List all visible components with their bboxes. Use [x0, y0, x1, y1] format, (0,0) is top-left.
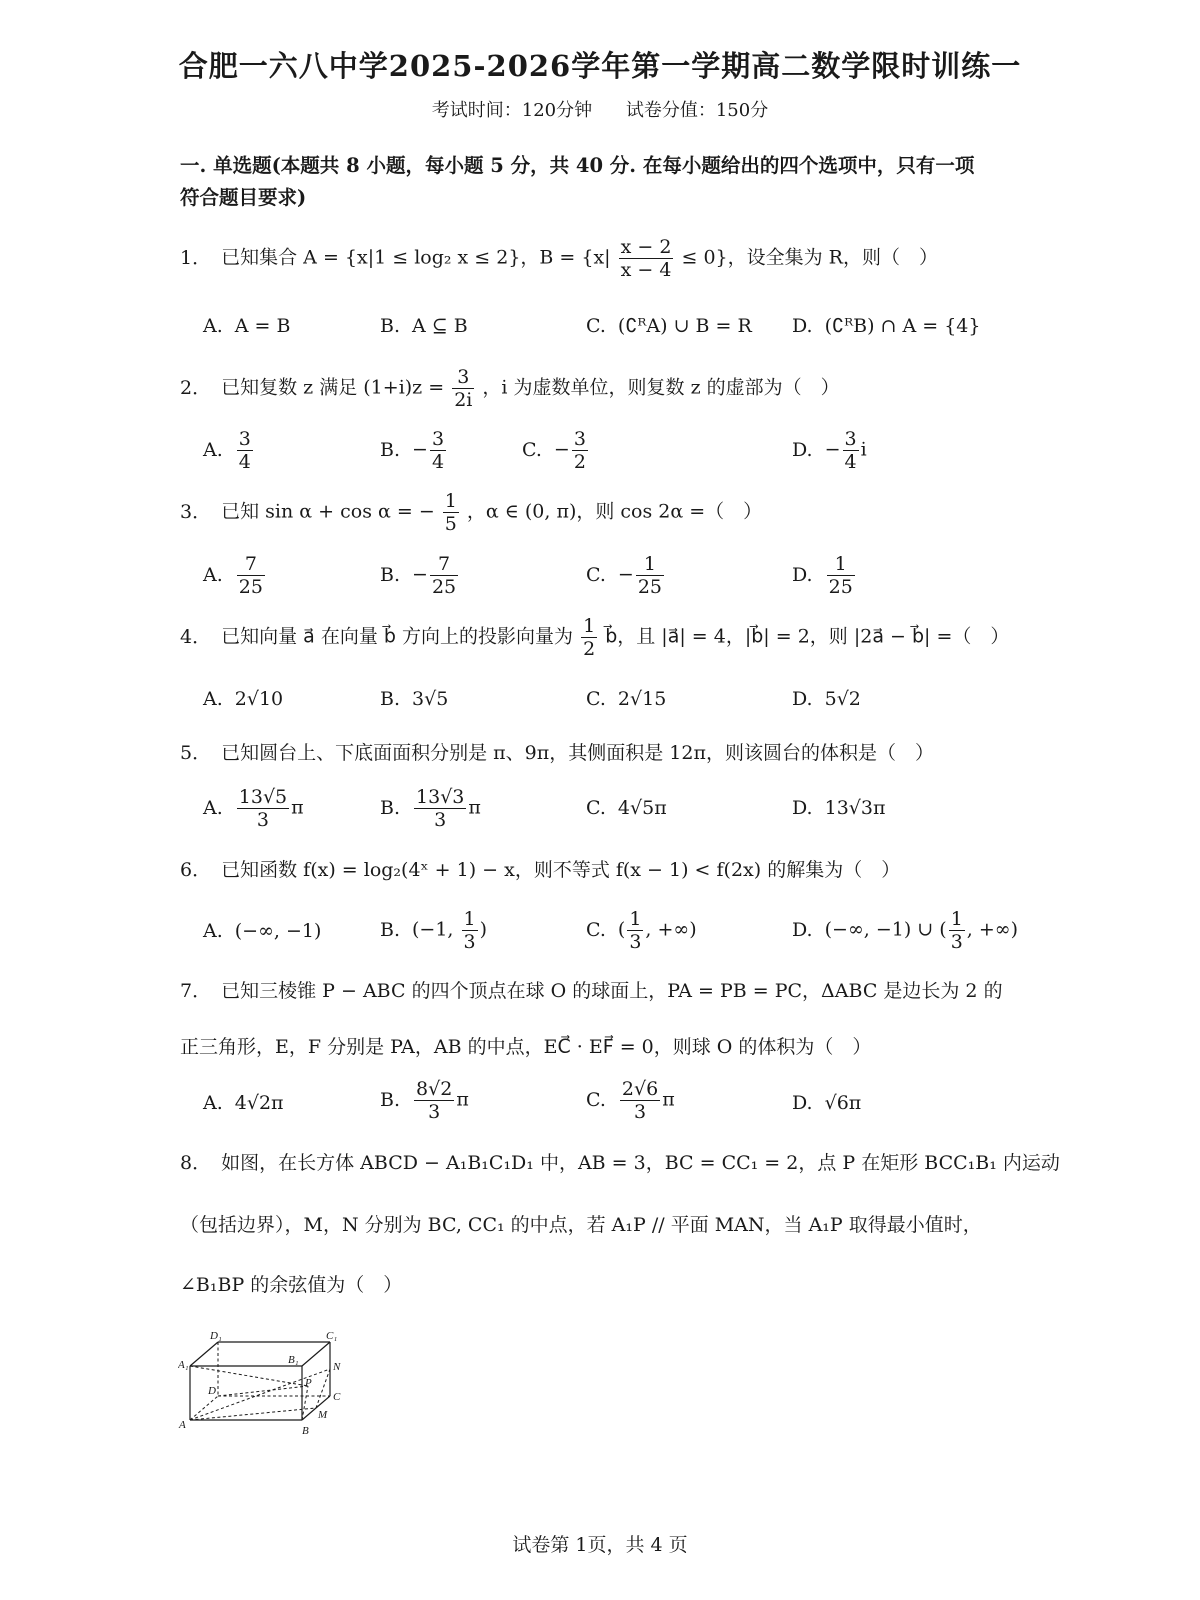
option-label: C. [586, 918, 606, 941]
fraction [949, 908, 965, 953]
question-stem: 已知函数 f(x) = log₂(4ˣ + 1) − x，则不等式 f(x − 1) < f(2x) 的解集为（ ） [221, 859, 901, 881]
section-heading [180, 150, 1040, 214]
fraction [843, 428, 859, 473]
question-8-line3 [180, 1272, 1040, 1298]
numerator: 3 [431, 428, 445, 450]
option-a[interactable] [203, 428, 255, 473]
label-c: C [333, 1391, 341, 1403]
denominator: 4 [431, 451, 445, 473]
label-p: P [305, 1377, 312, 1389]
page-footer: 试卷第 1页，共 4 页 [512, 1534, 688, 1556]
option-label: C. [586, 797, 606, 819]
option-a[interactable] [203, 918, 321, 944]
exam-info [0, 96, 1200, 122]
numerator: x − 2 [620, 236, 672, 258]
question-stem-line1: 如图，在长方体 ABCD − A₁B₁C₁D₁ 中，AB = 3，BC = CC₁ = 2，点 P 在矩形 BCC₁B₁ 内运动 [221, 1152, 1060, 1174]
question-8 [180, 1150, 1060, 1176]
fraction [452, 366, 474, 411]
option-prefix: − [553, 438, 570, 461]
question-6 [180, 857, 1040, 883]
option-label: C. [586, 563, 606, 586]
section-heading-line2: 符合题目要求) [180, 186, 307, 209]
edge-b1c1 [302, 1342, 330, 1366]
option-c[interactable] [586, 908, 697, 953]
question-stem-line2: （包括边界），M，N 分别为 BC, CC₁ 的中点，若 A₁P // 平面 MAN，当 A₁P 取得最小值时， [180, 1214, 982, 1236]
question-stem: 已知圆台上、下底面面积分别是 π、9π，其侧面积是 12π，则该圆台的体积是（ ） [221, 742, 934, 764]
option-c[interactable] [586, 795, 667, 821]
option-suffix: i [860, 438, 867, 461]
label-b: B [302, 1425, 309, 1437]
option-label: A. [203, 1092, 223, 1114]
question-7-line2 [180, 1034, 1040, 1060]
option-label: D. [792, 315, 813, 337]
option-c[interactable] [586, 313, 752, 339]
option-prefix: − [412, 563, 428, 586]
label-m: M [318, 1409, 328, 1421]
option-d[interactable] [792, 686, 861, 712]
fraction [237, 786, 289, 831]
numerator: 1 [827, 553, 855, 576]
question-stem-part: 已知集合 A = {x|1 ≤ log₂ x ≤ 2}，B = {x| [221, 246, 611, 269]
question-stem-line1: 已知三棱锥 P − ABC 的四个顶点在球 O 的球面上，PA = PB = PC，ΔABC 是边长为 2 的 [221, 980, 1003, 1002]
option-label: D. [792, 1092, 813, 1114]
option-a[interactable] [203, 786, 304, 831]
option-text: 2√15 [617, 688, 667, 710]
option-d[interactable] [792, 1090, 861, 1116]
label-c1: C₁ [326, 1330, 338, 1342]
fraction [430, 428, 446, 473]
label-d: D [208, 1385, 216, 1397]
option-a[interactable] [203, 1090, 284, 1116]
denominator: 3 [256, 809, 269, 831]
option-c[interactable] [586, 553, 666, 598]
numerator: 1 [463, 908, 476, 930]
denominator: 25 [431, 576, 457, 598]
option-suffix: , +∞) [645, 918, 697, 941]
question-number: 5． [180, 742, 212, 764]
option-b[interactable] [380, 786, 481, 831]
option-label: A. [203, 920, 223, 942]
option-label: D. [792, 688, 813, 710]
option-prefix: (−∞, −1) ∪ ( [824, 918, 947, 941]
fraction [237, 553, 265, 598]
numerator: 3 [452, 366, 474, 389]
option-label: C. [586, 1088, 606, 1111]
question-7 [180, 978, 1040, 1004]
question-stem-part: ，i 为虚数单位，则复数 z 的虚部为（ ） [482, 376, 840, 399]
option-text: 5√2 [824, 688, 861, 710]
numerator: 1 [636, 553, 664, 576]
question-stem-line2: 正三角形，E，F 分别是 PA，AB 的中点，EC⃗ · EF⃗ = 0，则球 O 的体积为（ ） [180, 1036, 872, 1058]
denominator: 4 [238, 451, 251, 473]
option-label: C. [522, 438, 542, 461]
label-d1: D₁ [210, 1330, 222, 1342]
denominator: 2i [454, 389, 473, 411]
label-a1: A₁ [178, 1359, 189, 1371]
denominator: 25 [637, 576, 663, 598]
question-3 [180, 490, 1040, 535]
numerator: 1 [444, 490, 457, 512]
numerator: 13√5 [238, 786, 288, 808]
option-text: 3√5 [412, 688, 449, 710]
question-number: 7． [180, 980, 212, 1002]
option-text: 4√2π [234, 1092, 284, 1114]
line-dp [218, 1386, 308, 1396]
denominator: 2 [583, 638, 596, 660]
fraction [430, 553, 458, 598]
question-stem-part: ，α ∈ (0, π)，则 cos 2α =（ ） [466, 500, 763, 523]
denominator: x − 4 [620, 259, 672, 281]
option-suffix: π [468, 796, 481, 819]
option-d[interactable] [792, 795, 885, 821]
option-suffix: π [662, 1088, 675, 1111]
option-b[interactable] [380, 1078, 469, 1123]
option-text: (∁ᴿA) ∪ B = R [617, 315, 752, 337]
option-label: D. [792, 797, 813, 819]
question-stem-part: 已知复数 z 满足 (1+i)z = [221, 376, 445, 399]
page-title: 合肥一六八中学2025-2026学年第一学期高二数学限时训练一 [178, 49, 1022, 83]
question-stem-part: 已知 sin α + cos α = − [221, 500, 435, 523]
option-prefix: − [824, 438, 841, 461]
option-d[interactable] [792, 908, 1018, 953]
option-prefix: − [412, 438, 428, 461]
denominator: 4 [844, 451, 857, 473]
question-number: 3． [180, 500, 212, 523]
option-text: A = B [234, 315, 291, 337]
option-a[interactable] [203, 553, 267, 598]
option-a[interactable] [203, 313, 290, 339]
numerator: 8√2 [416, 1078, 453, 1100]
option-b[interactable] [380, 428, 448, 473]
numerator: 13√3 [416, 786, 465, 808]
section-heading-line1: 一. 单选题(本题共 8 小题，每小题 5 分，共 40 分. 在每小题给出的四个选项中，只有一项 [180, 154, 975, 177]
denominator: 25 [238, 576, 263, 598]
option-d[interactable] [792, 553, 857, 598]
denominator: 3 [434, 809, 447, 831]
option-text: √6π [824, 1092, 862, 1114]
label-a: A [179, 1419, 186, 1431]
fraction [462, 908, 478, 953]
question-5 [180, 740, 1040, 766]
question-number: 1． [180, 246, 212, 269]
numerator: 1 [583, 615, 596, 637]
option-d[interactable] [792, 428, 867, 473]
question-stem-part: 已知向量 a⃗ 在向量 b⃗ 方向上的投影向量为 [221, 625, 574, 648]
question-stem-part: b⃗，且 |a⃗| = 4，|b⃗| = 2，则 |2a⃗ − b⃗| =（ ） [605, 625, 1010, 648]
exam-time: 考试时间：120分钟 [431, 100, 593, 121]
option-label: B. [380, 1088, 401, 1111]
option-label: C. [586, 688, 606, 710]
option-b[interactable] [380, 908, 487, 953]
question-2 [180, 366, 1040, 411]
numerator: 3 [844, 428, 857, 450]
option-label: A. [203, 563, 223, 586]
question-number: 4． [180, 625, 212, 648]
option-label: D. [792, 918, 813, 941]
fraction [627, 908, 643, 953]
option-label: B. [380, 918, 401, 941]
option-text: (∁ᴿB) ∩ A = {4} [824, 315, 981, 337]
exam-score: 试卷分值：150分 [625, 100, 769, 121]
option-label: A. [203, 688, 223, 710]
option-a[interactable] [203, 686, 283, 712]
option-d[interactable] [792, 313, 980, 339]
option-label: D. [792, 438, 813, 461]
denominator: 2 [573, 451, 586, 473]
question-number: 8． [180, 1152, 212, 1174]
denominator: 25 [828, 576, 853, 598]
label-b1: B₁ [288, 1354, 299, 1366]
option-text: 4√5π [617, 797, 667, 819]
numerator: 3 [573, 428, 586, 450]
numerator: 2√6 [621, 1078, 659, 1100]
denominator: 5 [444, 513, 457, 535]
fraction [636, 553, 664, 598]
denominator: 3 [950, 931, 963, 953]
question-number: 2． [180, 376, 212, 399]
fraction [237, 428, 253, 473]
option-label: B. [380, 688, 401, 710]
fraction [581, 615, 597, 660]
fraction [827, 553, 855, 598]
line-am [190, 1408, 316, 1420]
line-a1p [190, 1366, 308, 1386]
option-label: A. [203, 438, 223, 461]
cuboid-figure [178, 1330, 358, 1440]
option-prefix: ( [617, 918, 626, 941]
fraction [443, 490, 459, 535]
option-b[interactable] [380, 553, 460, 598]
option-b[interactable] [380, 313, 468, 339]
fraction [619, 236, 674, 281]
option-prefix: − [617, 563, 634, 586]
question-4 [180, 615, 1040, 660]
option-text: (−∞, −1) [234, 920, 322, 942]
option-suffix: ) [479, 918, 488, 941]
option-label: C. [586, 315, 606, 337]
fraction [620, 1078, 660, 1123]
option-suffix: π [291, 796, 304, 819]
numerator: 1 [629, 908, 642, 930]
denominator: 3 [629, 931, 642, 953]
fraction [414, 786, 466, 831]
denominator: 3 [463, 931, 476, 953]
option-b[interactable] [380, 686, 448, 712]
hidden-edge-ad [190, 1396, 218, 1420]
option-c[interactable] [586, 1078, 675, 1123]
option-label: B. [380, 563, 401, 586]
option-label: B. [380, 438, 401, 461]
question-stem-line3: ∠B₁BP 的余弦值为（ ） [180, 1274, 403, 1296]
option-text: A ⊆ B [412, 315, 468, 337]
question-8-line2 [180, 1212, 1040, 1238]
option-suffix: , +∞) [966, 918, 1019, 941]
denominator: 3 [428, 1101, 441, 1123]
option-label: A. [203, 315, 223, 337]
numerator: 7 [237, 553, 265, 576]
numerator: 7 [430, 553, 458, 576]
option-c[interactable] [522, 428, 590, 473]
numerator: 1 [950, 908, 963, 930]
option-label: A. [203, 796, 223, 819]
question-stem-part: ≤ 0}，设全集为 R，则（ ） [681, 246, 938, 269]
denominator: 3 [634, 1101, 647, 1123]
option-prefix: (−1, [412, 918, 460, 941]
option-text: 13√3π [824, 797, 886, 819]
option-label: D. [792, 563, 813, 586]
numerator: 3 [238, 428, 251, 450]
option-suffix: π [456, 1088, 469, 1111]
option-label: B. [380, 315, 401, 337]
option-text: 2√10 [234, 688, 284, 710]
option-c[interactable] [586, 686, 666, 712]
question-number: 6． [180, 859, 212, 881]
label-n: N [333, 1361, 341, 1373]
edge-a1d1 [190, 1342, 218, 1366]
question-1 [180, 236, 1040, 281]
fraction [572, 428, 588, 473]
option-label: B. [380, 796, 401, 819]
fraction [414, 1078, 454, 1123]
